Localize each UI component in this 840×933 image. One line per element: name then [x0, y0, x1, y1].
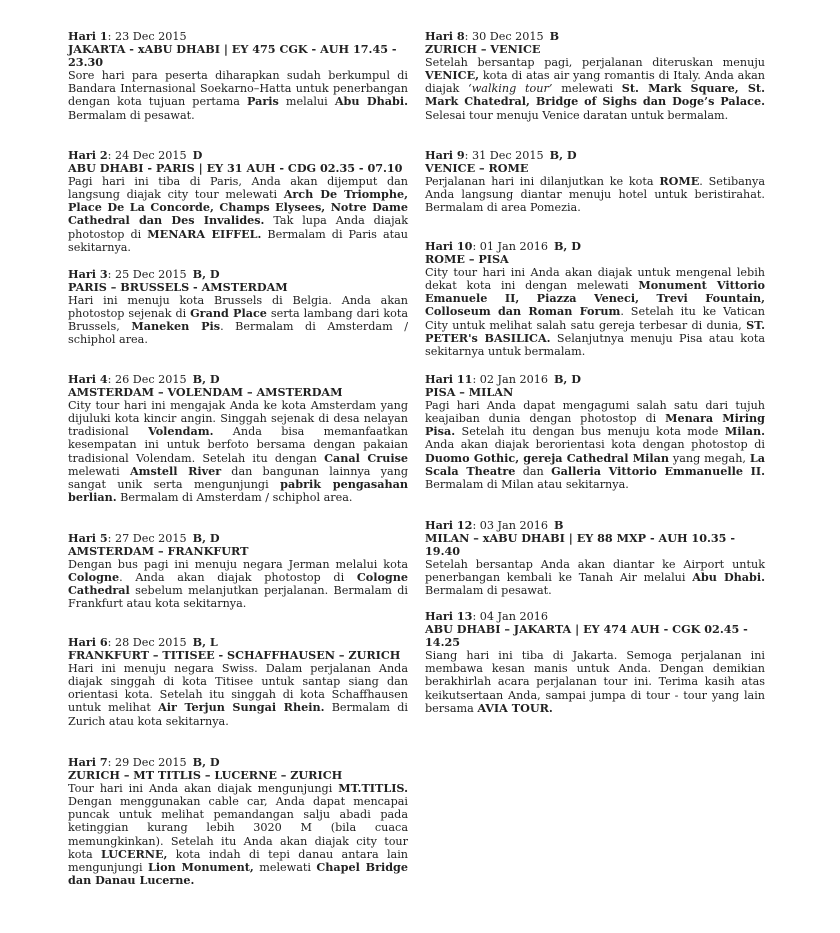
- route-title: PISA – MILAN: [425, 385, 514, 400]
- description-text: Dengan bus pagi ini menuju negara Jerman melalui kota: [68, 558, 408, 572]
- day-label: Hari 7: [68, 755, 108, 769]
- highlight-text: Cologne Cathedral: [68, 570, 408, 598]
- day-description: [68, 782, 408, 887]
- description-text: Hari ini menuju kota Brussels di Belgia. Anda akan photostop sejenak di: [68, 294, 408, 321]
- description-text: Pagi hari ini tiba di Paris, Anda akan dijemput dan langsung diajak city tour melewati: [68, 175, 408, 202]
- description-text: . Bermalam di Amsterdam / schiphol area.: [68, 320, 408, 347]
- description-text: Bermalam di Amsterdam / schiphol area.: [116, 490, 353, 504]
- description-text: melewati: [253, 860, 317, 874]
- meal-codes: B, D: [192, 755, 220, 769]
- route-title: ROME – PISA: [425, 252, 509, 267]
- day-label: Hari 12: [425, 518, 473, 532]
- day-date: : 30 Dec 2015: [464, 30, 544, 43]
- day-6: [68, 636, 408, 728]
- description-text: melalui: [278, 95, 335, 109]
- description-text: . Anda akan diajak photostop di: [119, 571, 357, 585]
- description-text: . Setibanya Anda langsung diantar menuju hotel untuk beristirahat. Bermalam di area Pomezia.: [425, 175, 766, 215]
- description-text: kota di atas air yang romantis di Italy. Anda akan diajak: [425, 69, 765, 96]
- meal-codes: B, D: [553, 239, 581, 253]
- description-text: melewati: [68, 464, 130, 478]
- day-date: : 27 Dec 2015: [107, 532, 187, 545]
- description-text: City tour hari ini mengajak Anda ke kota Amsterdam yang dijuluki kota kincir angin. Singgah sejenak di desa nelayan tradisional: [68, 399, 408, 439]
- highlight-text: Volendam.: [148, 424, 214, 439]
- description-text: Selanjutnya menuju Pisa atau kota sekitarnya untuk bermalam.: [425, 331, 765, 358]
- highlight-text: Abu Dhabi.: [334, 94, 408, 109]
- highlight-text: Monument Vittorio Emanuele II, Piazza Veneci, Trevi Fountain, Colloseum dan Roman Forum: [425, 278, 766, 319]
- description-text: Bermalam di pesawat.: [425, 584, 552, 598]
- day-date: : 01 Jan 2016: [472, 240, 548, 253]
- day-3: [68, 268, 408, 347]
- highlight-text: St. Mark Square, St. Mark Chatedral, Bridge of Sighs dan Doge’s Palace.: [425, 81, 765, 109]
- highlight-text: La Scala Theatre: [425, 450, 765, 478]
- meal-codes: B, D: [192, 531, 220, 545]
- meal-codes: B, L: [192, 635, 218, 649]
- day-date: : 29 Dec 2015: [107, 756, 187, 769]
- description-text: Tak lupa Anda diajak photostop di: [68, 214, 409, 241]
- day-date: : 04 Jan 2016: [472, 610, 548, 623]
- highlight-text: Chapel Bridge dan Danau Lucerne.: [68, 859, 408, 887]
- route-title: ZURICH – MT TITLIS – LUCERNE – ZURICH: [68, 768, 343, 783]
- day-13: [425, 610, 765, 715]
- day-description: [425, 399, 765, 491]
- day-label: Hari 2: [68, 148, 108, 162]
- description-text: Setelah bersantap Anda akan diantar ke Airport untuk penerbangan kembali ke Tanah Air melalui: [425, 558, 765, 585]
- description-text: Anda akan diajak berorientasi kota dengan photostop di: [425, 438, 765, 452]
- description-text: serta lambang dari kota Brussels,: [68, 307, 409, 334]
- highlight-text: Duomo Gothic, gereja Cathedral Milan: [425, 450, 670, 465]
- description-text: . Setelah itu ke Vatican City untuk melihat salah satu gereja terbesar di dunia,: [425, 305, 766, 332]
- description-text: Tour hari ini Anda akan diajak mengunjungi: [68, 782, 339, 796]
- day-label: Hari 11: [425, 372, 473, 386]
- description-text: Dengan menggunakan cable car, Anda dapat mencapai puncak untuk melihat pemandangan salju abadi pada ketinggian kurang lebih 3020 M (bila cuaca memungkinkan). Setelah itu Anda akan diajak city tour kota: [68, 795, 408, 861]
- day-9: [425, 149, 765, 214]
- meal-codes: D: [192, 148, 203, 162]
- description-text: dan bangunan lainnya yang sangat unik serta mengunjungi: [68, 464, 408, 491]
- description-text: Bermalam di Paris atau sekitarnya.: [68, 227, 408, 254]
- day-description: [68, 294, 408, 346]
- description-text: Setelah bersantap pagi, perjalanan diteruskan menuju: [425, 56, 765, 70]
- highlight-text: Galleria Vittorio Emmanuelle II.: [551, 463, 765, 478]
- highlight-text: AVIA TOUR.: [477, 700, 553, 715]
- day-description: [68, 399, 408, 504]
- day-date: : 23 Dec 2015: [107, 30, 187, 43]
- route-title: AMSTERDAM – FRANKFURT: [68, 544, 249, 559]
- route-title: VENICE – ROME: [425, 161, 529, 176]
- route-title: JAKARTA - xABU DHABI | EY 475 CGK - AUH 17.45 - 23.30: [68, 42, 397, 70]
- day-date: : 02 Jan 2016: [472, 373, 548, 386]
- description-text: sebelum melanjutkan perjalanan. Bermalam di Frankfurt atau kota sekitarnya.: [68, 584, 408, 611]
- route-title: MILAN – xABU DHABI | EY 88 MXP - AUH 10.35 - 19.40: [425, 531, 735, 559]
- meal-codes: B, D: [192, 372, 220, 386]
- highlight-text: Menara Miring Pisa.: [425, 411, 765, 439]
- day-date: : 25 Dec 2015: [107, 268, 187, 281]
- meal-codes: B, D: [192, 267, 220, 281]
- day-10: [425, 240, 765, 358]
- day-date: : 28 Dec 2015: [107, 636, 187, 649]
- description-text: melewati: [552, 82, 622, 96]
- highlight-text: VENICE,: [425, 68, 479, 83]
- day-description: [68, 662, 408, 727]
- day-label: Hari 5: [68, 531, 108, 545]
- description-text: kota indah di tepi danau antara lain mengunjungi: [68, 847, 408, 874]
- route-title: FRANKFURT – TITISEE - SCHAFFHAUSEN – ZURICH: [68, 648, 401, 663]
- day-label: Hari 13: [425, 609, 473, 623]
- route-title: ZURICH – VENICE: [425, 42, 541, 57]
- day-description: [425, 649, 765, 714]
- highlight-text: pabrik pengasahan berlian.: [68, 476, 408, 504]
- description-text: Selesai tour menuju Venice daratan untuk bermalam.: [425, 108, 729, 122]
- day-description: [68, 558, 408, 610]
- highlight-text: MENARA EIFFEL.: [147, 226, 262, 241]
- day-description: [68, 175, 408, 254]
- description-text: Bermalam di Milan atau sekitarnya.: [425, 477, 629, 491]
- day-description: [425, 558, 765, 597]
- day-label: Hari 8: [425, 29, 465, 43]
- highlight-text: MT.TITLIS.: [338, 781, 408, 796]
- description-text: Bermalam di Zurich atau kota sekitarnya.: [68, 701, 408, 728]
- day-4: [68, 373, 408, 504]
- day-description: [425, 175, 765, 214]
- highlight-text: ROME: [659, 174, 700, 189]
- day-label: Hari 3: [68, 267, 108, 281]
- day-label: Hari 9: [425, 148, 465, 162]
- highlight-text: Cologne: [68, 570, 120, 585]
- meal-codes: B, D: [553, 372, 581, 386]
- meal-codes: B: [549, 29, 560, 43]
- description-text: Perjalanan hari ini dilanjutkan ke kota: [425, 175, 660, 189]
- description-text: Anda bisa memanfaatkan kesempatan ini untuk berfoto bersama dengan pakaian tradisional Volendam. Setelah itu dengan: [68, 425, 408, 465]
- day-8: [425, 30, 765, 122]
- highlight-text: Grand Place: [190, 306, 267, 321]
- day-1: [68, 30, 408, 122]
- day-date: : 24 Dec 2015: [107, 149, 187, 162]
- day-description: [425, 56, 765, 121]
- description-text: Bermalam di pesawat.: [68, 108, 195, 122]
- meal-codes: B, D: [549, 148, 577, 162]
- day-date: : 26 Dec 2015: [107, 373, 187, 386]
- day-description: [68, 69, 408, 121]
- description-text: Hari ini menuju negara Swiss. Dalam perjalanan Anda diajak singgah di kota Titisee untuk santap siang dan orientasi kota. Setelah itu singgah di kota Schaffhausen untuk melihat: [68, 662, 408, 715]
- route-title: AMSTERDAM – VOLENDAM – AMSTERDAM: [68, 385, 343, 400]
- highlight-text: LUCERNE,: [101, 846, 168, 861]
- day-label: Hari 6: [68, 635, 108, 649]
- day-label: Hari 1: [68, 29, 108, 43]
- day-11: [425, 373, 765, 491]
- highlight-text: Amstell River: [129, 463, 222, 478]
- description-text: dan: [515, 464, 552, 478]
- day-7: [68, 756, 408, 887]
- day-label: Hari 4: [68, 372, 108, 386]
- highlight-text: Canal Cruise: [324, 450, 408, 465]
- description-text: Pagi hari Anda dapat mengagumi salah satu dari tujuh keajaiban dunia dengan photostop di: [425, 399, 765, 426]
- day-12: [425, 519, 765, 598]
- description-text: yang megah,: [669, 451, 750, 465]
- day-date: : 31 Dec 2015: [464, 149, 544, 162]
- day-description: [425, 266, 765, 358]
- description-text: Siang hari ini tiba di Jakarta. Semoga perjalanan ini membawa kesan manis untuk Anda. Dengan demikian berakhirlah acara perjalanan tour ini. Terima kasih atas keikutsertaan Anda, sampai jumpa di tour - tour yang lain bersama: [425, 649, 765, 715]
- highlight-text: Maneken Pis: [131, 319, 221, 334]
- highlight-text: ST. PETER's BASILICA.: [425, 317, 765, 345]
- day-label: Hari 10: [425, 239, 473, 253]
- description-text: ‘walking tour’: [468, 82, 553, 96]
- route-title: ABU DHABI – JAKARTA | EY 474 AUH - CGK 02.45 - 14.25: [425, 622, 748, 650]
- highlight-text: Abu Dhabi.: [692, 570, 765, 585]
- highlight-text: Air Terjun Sungai Rhein.: [158, 700, 325, 715]
- description-text: Setelah itu dengan bus menuju kota mode: [455, 425, 725, 439]
- day-2: [68, 149, 408, 254]
- highlight-text: Arch De Triomphe, Place De La Concorde, Champs Elysees, Notre Dame Cathedral dan Des Invalides.: [68, 187, 408, 228]
- route-title: ABU DHABI - PARIS | EY 31 AUH - CDG 02.35 - 07.10: [68, 161, 403, 176]
- highlight-text: Lion Monument,: [148, 859, 254, 874]
- day-date: : 03 Jan 2016: [472, 519, 548, 532]
- description-text: City tour hari ini Anda akan diajak untuk mengenal lebih dekat kota ini dengan melewati: [425, 266, 765, 293]
- meal-codes: B: [553, 518, 564, 532]
- day-5: [68, 532, 408, 611]
- highlight-text: Milan.: [724, 424, 765, 439]
- route-title: PARIS – BRUSSELS - AMSTERDAM: [68, 280, 288, 295]
- highlight-text: Paris: [246, 94, 279, 109]
- description-text: Sore hari para peserta diharapkan sudah berkumpul di Bandara Internasional Soekarno–Hatta untuk penerbangan dengan kota tujuan pertama: [68, 69, 408, 109]
